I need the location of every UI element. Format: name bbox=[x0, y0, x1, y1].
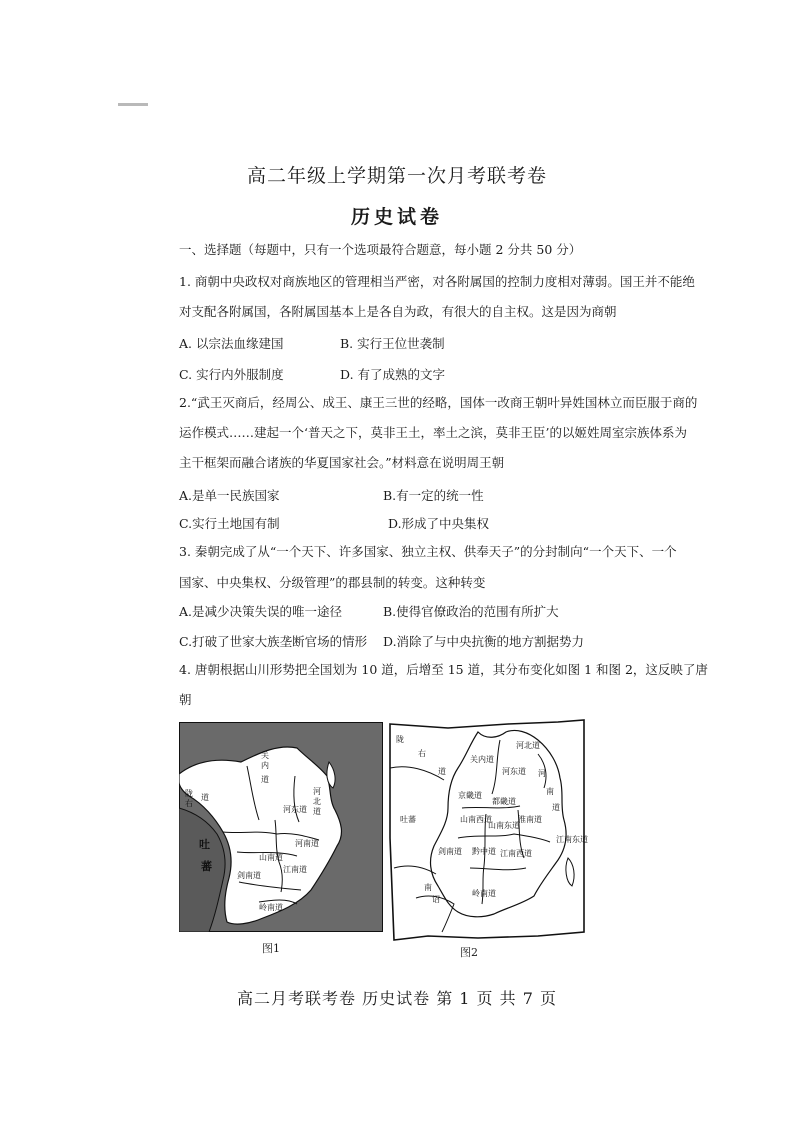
q3-option-d: D.消除了与中央抗衡的地方割据势力 bbox=[383, 634, 585, 649]
q2-line-1: 2.“武王灭商后，经周公、成王、康王三世的经略，国体一改商王朝叶异姓国林立而臣服于商的 bbox=[179, 395, 698, 410]
page-footer: 高二月考联考卷 历史试卷 第 1 页 共 7 页 bbox=[237, 989, 557, 1008]
fig1-label-5: 道 bbox=[313, 807, 321, 816]
fig2-label-16: 黔中道 bbox=[472, 847, 496, 856]
fig1-label-12: 剑南道 bbox=[237, 871, 261, 880]
fig1-label-6: 河东道 bbox=[283, 805, 307, 814]
q3-line-2: 国家、中央集权、分级管理”的郡县制的转变。这种转变 bbox=[179, 575, 486, 590]
fig1-label-3: 河 bbox=[313, 787, 321, 796]
fig1-label-0: 关 bbox=[261, 751, 269, 760]
fig2-label-1: 右 bbox=[418, 749, 426, 758]
q2-line-2: 运作模式……建起一个‘普天之下，莫非王土，率土之滨，莫非王臣’的以姬姓周室宗族体系为 bbox=[179, 425, 687, 440]
fig2-label-12: 山南西道 bbox=[460, 815, 492, 824]
fig2-label-0: 陇 bbox=[396, 735, 404, 744]
q1-line-1: 1. 商朝中央政权对商族地区的管理相当严密，对各附属国的控制力度相对薄弱。国王并不能绝 bbox=[179, 274, 695, 289]
fig2-label-20: 诏 bbox=[432, 895, 440, 904]
fig2-label-21: 岭南道 bbox=[472, 889, 496, 898]
fig2-label-14: 淮南道 bbox=[518, 815, 542, 824]
fig2-label-19: 南 bbox=[424, 883, 432, 892]
fig2-label-8: 道 bbox=[552, 803, 560, 812]
fig2-label-4: 关内道 bbox=[470, 755, 494, 764]
q2-option-d: D.形成了中央集权 bbox=[388, 516, 490, 531]
section-heading: 一、选择题（每题中，只有一个选项最符合题意，每小题 2 分共 50 分） bbox=[179, 242, 582, 257]
fig2-label-2: 道 bbox=[438, 767, 446, 776]
figure-2-caption: 图2 bbox=[460, 946, 478, 959]
q4-line-1: 4. 唐朝根据山川形势把全国划为 10 道，后增至 15 道，其分布变化如图 1 和图 2，这反映了唐 bbox=[179, 662, 708, 677]
fig1-label-16: 蕃 bbox=[201, 860, 212, 873]
q3-option-a: A.是减少决策失误的唯一途径 bbox=[179, 604, 343, 619]
scan-edge-mark bbox=[118, 103, 148, 106]
fig1-label-4: 北 bbox=[313, 797, 321, 806]
q1-option-c: C. 实行内外服制度 bbox=[179, 367, 284, 382]
fig2-label-5: 河东道 bbox=[502, 767, 526, 776]
fig1-label-10: 道 bbox=[201, 793, 209, 802]
fig2-label-11: 吐蕃 bbox=[400, 815, 416, 824]
fig1-label-13: 江南道 bbox=[283, 865, 307, 874]
q2-line-3: 主干框架而融合诸族的华夏国家社会。”材料意在说明周王朝 bbox=[179, 455, 505, 470]
fig1-label-8: 陇 bbox=[185, 789, 193, 798]
fig2-label-3: 河北道 bbox=[516, 741, 540, 750]
fig1-label-11: 山南道 bbox=[259, 853, 283, 862]
q3-line-1: 3. 秦朝完成了从“一个天下、许多国家、独立主权、供奉天子”的分封制向“一个天下、一个 bbox=[179, 544, 677, 559]
exam-title: 高二年级上学期第一次月考联考卷 bbox=[246, 165, 547, 187]
q1-option-d: D. 有了成熟的文字 bbox=[340, 367, 446, 382]
q2-option-a: A.是单一民族国家 bbox=[179, 488, 280, 503]
q2-option-c: C.实行土地国有制 bbox=[179, 516, 280, 531]
fig1-label-1: 内 bbox=[261, 761, 269, 770]
fig2-label-17: 江南西道 bbox=[500, 849, 532, 858]
q1-line-2: 对支配各附属国，各附属国基本上是各自为政，有很大的自主权。这是因为商朝 bbox=[179, 304, 617, 319]
subject-title: 历史试卷 bbox=[350, 206, 443, 228]
q1-option-a: A. 以宗法血缘建国 bbox=[179, 336, 284, 351]
figure-1-caption: 图1 bbox=[262, 942, 280, 955]
fig2-label-7: 南 bbox=[546, 787, 554, 796]
fig2-label-13: 山南东道 bbox=[488, 821, 520, 830]
fig2-label-6: 河 bbox=[538, 769, 546, 778]
fig1-label-9: 右 bbox=[185, 799, 193, 808]
q3-option-b: B.使得官僚政治的范围有所扩大 bbox=[383, 604, 559, 619]
tang-map-figure-1 bbox=[179, 722, 383, 932]
fig1-label-2: 道 bbox=[261, 775, 269, 784]
q4-line-2: 朝 bbox=[179, 692, 192, 707]
fig1-label-7: 河南道 bbox=[295, 839, 319, 848]
q1-option-b: B. 实行王位世袭制 bbox=[340, 336, 445, 351]
q2-option-b: B.有一定的统一性 bbox=[383, 488, 484, 503]
fig1-label-15: 吐 bbox=[199, 838, 210, 851]
fig2-label-18: 江南东道 bbox=[556, 835, 588, 844]
fig1-label-14: 岭南道 bbox=[259, 903, 283, 912]
fig2-label-9: 京畿道 bbox=[458, 791, 482, 800]
tang-map-figure-2 bbox=[388, 718, 588, 942]
fig2-label-15: 剑南道 bbox=[438, 847, 462, 856]
q3-option-c: C.打破了世家大族垄断官场的情形 bbox=[179, 634, 368, 649]
fig2-label-10: 都畿道 bbox=[492, 797, 516, 806]
